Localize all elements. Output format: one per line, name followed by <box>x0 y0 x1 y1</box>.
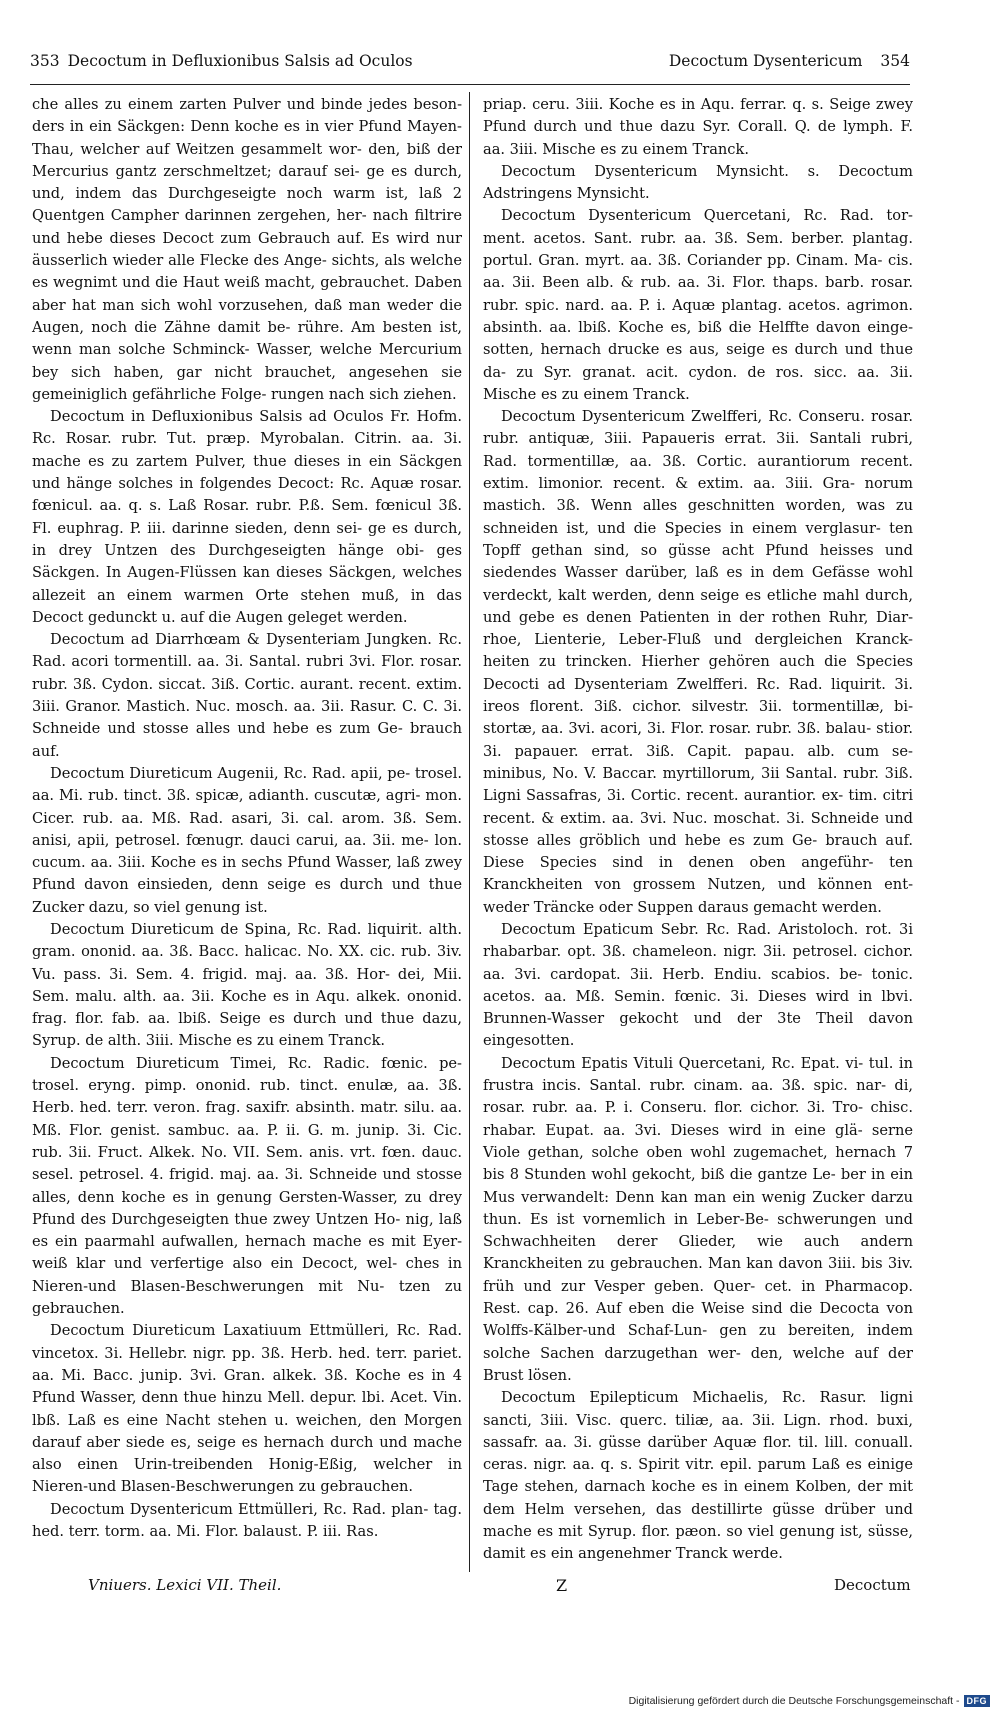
entry-epaticum-sebr: Decoctum Epaticum Sebr. Rc. Rad. Aristoloch. rot. 3i rhabarbar. opt. 3ß. chameleon. nigr. 3ii. petrosel. cichor. aa. 3vi. cardopat. 3ii. Herb. Endiu. scabios. be- tonic. acetos. aa. Mß. Semin. fœnic. 3i. Dieses wird in lbvi. Brunnen-Wasser gekocht und der 3te Theil davon eingesotten. <box>483 920 913 1050</box>
entry-epilepticum-michaelis: Decoctum Epilepticum Michaelis, Rc. Rasur. ligni sancti, 3iii. Visc. querc. tiliæ, aa. 3ii. Lign. rhod. buxi, sassafr. aa. 3i. güsse darüber Aquæ flor. til. lill. conuall. ceras. nigr. aa. q. s. Spirit vitr. epil. parum Laß es einige Tage stehen, darnach koche es in einem Kolben, der mit dem Helm versehen, das destillirte güsse drüber und mache es mit Syrup. flor. pæon. so viel genung ist, süsse, damit es ein angenehmer Tranck werde. <box>483 1389 913 1563</box>
left-paragraph-continuation: che alles zu einem zarten Pulver und binde jedes beson- ders in ein Säckgen: Denn koche es in vier Pfund Mayen-Thau, welcher auf Weitzen gesammelt wor- den, biß der Mercurius gantz zerschmeltzet; darauf sei- ge es durch, und, indem das Durchgeseigte noch warm ist, laß 2 Quentgen Campher darinnen zergehen, her- nach filtrire und hebe dieses Decoct zum Gebrauch auf. Es wird nur äusserlich wieder alle Flecke des Ange- sichts, als welche es wegnimt und die Haut weiß macht, gebrauchet. Daben aber hat man sich wohl vorzusehen, daß man weder die Augen, noch die Zähne damit be- rühre. Am besten ist, wenn man solche Schminck- Wasser, welche Mercurium bey sich haben, gar nicht brauchet, angesehen sie gemeiniglich gefährliche Folge- rungen nach sich ziehen. <box>32 96 462 403</box>
header-left <box>30 52 413 70</box>
entry-epatis-vituli: Decoctum Epatis Vituli Quercetani, Rc. Epat. vi- tul. in frustra incis. Santal. rubr. cinam. aa. 3ß. spic. nar- di, rosar. rubr. aa. P. i. Conseru. flor. cichor. 3i. Tro- chisc. rhabar. Eupat. aa. 3vi. Dieses wird in eine glä- serne Viole gethan, solche oben wohl zugemachet, hernach 7 bis 8 Stunden wohl gekocht, biß die gantze Le- ber in ein Mus verwandelt: Denn kan man ein wenig Zucker darzu thun. Es ist vornemlich in Leber-Be- schwerungen und Schwachheiten derer Glieder, wie auch andern Kranckheiten zu gebrauchen. Man kan davon 3iii. bis 3iv. früh und zur Vesper geben. Quer- cet. in Pharmacop. Rest. cap. 26. Auf eben die Weise sind die Decocta von Wolffs-Kälber-und Schaf-Lun- gen zu bereiten, indem solche Sachen darzugethan wer- den, welche auf der Brust lösen. <box>483 1054 913 1384</box>
signature-line: Vniuers. Lexici VII. Theil. <box>88 1576 282 1594</box>
entry-defluxionibus: Decoctum in Defluxionibus Salsis ad Oculos Fr. Hofm. Rc. Rosar. rubr. Tut. præp. Myrobalan. Citrin. aa. 3i. mache es zu zartem Pulver, thue dieses in ein Säckgen und hänge solches in folgendes Decoct: Rc. Aquæ rosar. fœnicul. aa. q. s. Laß Rosar. rubr. P.ß. Sem. fœnicul 3ß. Fl. euphrag. P. iii. darinne sieden, denn sei- ge es durch, in drey Untzen des Durchgeseigten hänge obi- ges Säckgen. In Augen-Flüssen kan dieses Säckgen, welches allezeit an einem warmen Orte stehen muß, in das Decoct gedunckt u. auf die Augen geleget werden. <box>32 408 462 626</box>
header-rule <box>30 84 910 85</box>
right-paragraph-continuation: priap. ceru. 3iii. Koche es in Aqu. ferrar. q. s. Seige zwey Pfund durch und thue dazu Syr. Corall. Q. de lymph. F. aa. 3iii. Mische es zu einem Tranck. <box>483 96 913 158</box>
dfg-logo-icon: DFG <box>964 1695 991 1707</box>
entry-diureticum-augenii: Decoctum Diureticum Augenii, Rc. Rad. apii, pe- trosel. aa. Mi. rub. tinct. 3ß. spicæ, adianth. cuscutæ, agri- mon. Cicer. rub. aa. Mß. Rad. asari, 3i. cal. arom. 3ß. Sem. anisi, apii, petrosel. fœnugr. dauci carui, aa. 3ii. me- lon. cucum. aa. 3iii. Koche es in sechs Pfund Wasser, laß zwey Pfund davon einsieden, denn seige es durch und thue Zucker dazu, so viel genung ist. <box>32 764 462 916</box>
right-column <box>483 94 913 1563</box>
signature-mark: Z <box>556 1576 568 1595</box>
header-right <box>669 52 910 70</box>
right-page-number: 354 <box>880 52 910 70</box>
digitization-credit <box>629 1695 990 1707</box>
left-running-title: Decoctum in Defluxionibus Salsis ad Oculos <box>67 52 413 70</box>
entry-dysentericum-mynsicht: Decoctum Dysentericum Mynsicht. s. Decoctum Adstringens Mynsicht. <box>483 162 913 203</box>
catchword: Decoctum <box>834 1576 911 1594</box>
right-running-title: Decoctum Dysentericum <box>668 52 863 70</box>
credit-text: Digitalisierung gefördert durch die Deutsche Forschungsgemeinschaft - <box>628 1695 960 1707</box>
left-page-number: 353 <box>30 52 60 70</box>
entry-diureticum-timei: Decoctum Diureticum Timei, Rc. Radic. fœnic. pe- trosel. eryng. pimp. ononid. rub. tinct. enulæ, aa. 3ß. Herb. hed. terr. veron. frag. saxifr. absinth. matr. silu. aa. Mß. Flor. genist. sambuc. aa. P. ii. G. m. junip. 3i. Cic. rub. 3ii. Fruct. Alkek. No. VII. Sem. anis. vrt. fœn. dauc. sesel. petrosel. 4. frigid. maj. aa. 3i. Schneide und stosse alles, denn koche es in genung Gersten-Wasser, zu drey Pfund des Durchgeseigten thue zwey Untzen Ho- nig, laß es ein paarmahl aufwallen, hernach mache es mit Eyer-weiß klar und verfertige also ein Decoct, wel- ches in Nieren-und Blasen-Beschwerungen mit Nu- tzen zu gebrauchen. <box>32 1054 462 1318</box>
column-divider <box>469 92 470 1572</box>
entry-diarrhoeam: Decoctum ad Diarrhœam & Dysenteriam Jungken. Rc. Rad. acori tormentill. aa. 3i. Santal. rubri 3vi. Flor. rosar. rubr. 3ß. Cydon. siccat. 3iß. Cortic. aurant. recent. extim. 3iii. Granor. Mastich. Nuc. mosch. aa. 3ii. Rasur. C. C. 3i. Schneide und stosse alles und hebe es zum Ge- brauch auf. <box>32 631 462 760</box>
page-header <box>30 52 910 82</box>
left-column <box>32 94 462 1582</box>
entry-dysentericum-quercetani: Decoctum Dysentericum Quercetani, Rc. Rad. tor- ment. acetos. Sant. rubr. aa. 3ß. Sem. berber. plantag. portul. Gran. myrt. aa. 3ß. Coriander pp. Cinam. Ma- cis. aa. 3ii. Been alb. & rub. aa. 3i. Flor. thaps. barb. rosar. rubr. spic. nard. aa. P. i. Aquæ plantag. acetos. agrimon. absinth. aa. lbiß. Koche es, biß die Helffte davon einge- sotten, hernach drucke es aus, seige es durch und thue da- zu Syr. granat. acit. cydon. de ros. sicc. aa. 3ii. Mische es zu einem Tranck. <box>483 207 913 403</box>
entry-diureticum-de-spina: Decoctum Diureticum de Spina, Rc. Rad. liquirit. alth. gram. ononid. aa. 3ß. Bacc. halicac. No. XX. cic. rub. 3iv. Vu. pass. 3i. Sem. 4. frigid. maj. aa. 3ß. Hor- dei, Mii. Sem. malu. alth. aa. 3ii. Koche es in Aqu. alkek. ononid. frag. flor. fab. aa. lbiß. Seige es durch und thue dazu, Syrup. de alth. 3iii. Mische es zu einem Tranck. <box>32 920 462 1050</box>
entry-dysentericum-ettmuelleri: Decoctum Dysentericum Ettmülleri, Rc. Rad. plan- tag. hed. terr. torm. aa. Mi. Flor. balaust. P. iii. Ras. <box>32 1500 462 1540</box>
entry-dysentericum-zwelfferi: Decoctum Dysentericum Zwelfferi, Rc. Conseru. rosar. rubr. antiquæ, 3iii. Papaueris errat. 3ii. Santali rubri, Rad. tormentillæ, aa. 3ß. Cortic. aurantiorum recent. extim. limonior. recent. & extim. aa. 3iii. Gra- norum mastich. 3ß. Wenn alles geschnitten worden, was zu schneiden ist, und die Species in einem verglasur- ten Topff gethan sind, so güsse acht Pfund heisses und siedendes Wasser darüber, laß es in dem Gefässe wohl verdeckt, kalt werden, denn seige es etliche mahl durch, und gebe es denen Patienten in der rothen Ruhr, Diar- rhoe, Lienterie, Leber-Fluß und dergleichen Kranck- heiten zu trincken. Hierher gehören auch die Species Decocti ad Dysenteriam Zwelfferi. Rc. Rad. liquirit. 3i. ireos florent. 3iß. cichor. silvestr. 3ii. tormentillæ, bi- stortæ, aa. 3vi. acori, 3i. Flor. rosar. rubr. 3ß. balau- stior. 3i. papauer. errat. 3iß. Capit. papau. alb. cum se- minibus, No. V. Baccar. myrtillorum, 3ii Santal. rubr. 3iß. Ligni Sassafras, 3i. Cortic. recent. aurantior. ex- tim. citri recent. & extim. aa. 3vi. Nuc. moschat. 3i. Schneide und stosse alles gröblich und hebe es zum Ge- brauch auf. Diese Species sind in denen oben angeführ- ten Kranckheiten von grossem Nutzen, und können ent- weder Träncke oder Suppen daraus gemacht werden. <box>483 408 913 916</box>
entry-diureticum-laxatiuum: Decoctum Diureticum Laxatiuum Ettmülleri, Rc. Rad. vincetox. 3i. Hellebr. nigr. pp. 3ß. Herb. hed. terr. pariet. aa. Mi. Bacc. junip. 3vi. Gran. alkek. 3ß. Koche es in 4 Pfund Wasser, denn thue hinzu Mell. depur. lbi. Acet. Vin. lbß. Laß es eine Nacht stehen u. weichen, den Morgen darauf aber siede es, seige es hernach durch und mache also einen Urin-treibenden Honig-Eßig, welcher in Nieren-und Blasen-Beschwerungen zu gebrauchen. <box>32 1322 462 1496</box>
